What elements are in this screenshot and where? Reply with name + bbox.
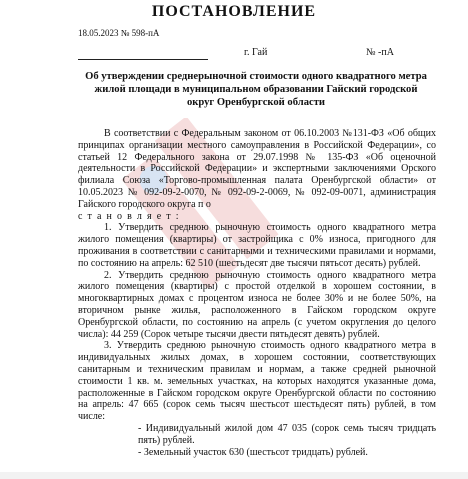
clause-3-item-land: - Земельный участок 630 (шестьсот тридцать) рублей. (138, 446, 368, 458)
resolves-line: с т а н о в л я е т : (78, 210, 180, 222)
place-number-row (0, 47, 468, 61)
page-bottom-edge (0, 472, 468, 479)
blank-date-line (78, 59, 208, 60)
document-city: г. Гай (244, 47, 268, 58)
clause-1: 1. Утвердить среднюю рыночную стоимость одного квадратного метра жилого помещения (квартиры) от застройщика с 0% износа, пригодного для проживания в соответствии с санитарными и техническими правилами и нормами, по состоянию на апрель: 62 510 (шестьдесят две тысячи пятьсот десять) рублей. (78, 222, 436, 269)
document-title: ПОСТАНОВЛЕНИЕ (151, 3, 317, 20)
document-body (78, 128, 436, 458)
clause-3: 3. Утвердить среднюю рыночную стоимость одного квадратного метра в индивидуальных жилых домах, в хорошем состоянии, соответствующих санитарным и техническим правилам и нормам, а также средней рыночной стоимости 1 кв. м. земельных участках, на которых находятся указанные дома, расположенные в Гайском городском округе Оренбургской области по состоянию на апрель: 47 665 (сорок семь тысяч шестьсот шестьдесят пять) рублей, в том числе: (78, 340, 436, 423)
preamble-paragraph: В соответствии с Федеральным законом от 06.10.2003 №131-ФЗ «Об общих принципах организации местного самоуправления в Российской Федерации», со статьей 12 Федерального закона от 29.07.1998 № 135-ФЗ «Об оценочной деятельности в Российской Федерации» и экспертными заключениями Орского филиала Союза «Торгово-промышленная палата Оренбургской области» от 10.05.2023 № 092-09-2-0070, № 092-09-2-0069, № 092-09-0071, администрация Гайского городского округа п о (78, 128, 436, 210)
clause-3-item-house: - Индивидуальный жилой дом 47 035 (сорок семь тысяч тридцать пять) рублей. (138, 422, 436, 446)
document-date-number: 18.05.2023 № 598-пА (78, 28, 160, 38)
document-number-blank: № -пА (366, 47, 394, 58)
document-subject: Об утверждении среднерыночной стоимости одного квадратного метра жилой площади в муниципальном образовании Гайский городской округ Оренбургской области (85, 71, 427, 108)
clause-2: 2. Утвердить среднюю рыночную стоимость одного квадратного метра жилого помещения (квартиры) с простой отделкой в хорошем состоянии, в многоквартирных домах с процентом износа не более 30% и не более 50%, на вторичном рынке жилья, расположенного в Гайском городском округе Оренбургской области, по состоянию на апрель (с учетом округления до целого числа): 44 259 (Сорок четыре тысячи двести пятьдесят девять) рублей. (78, 269, 436, 340)
